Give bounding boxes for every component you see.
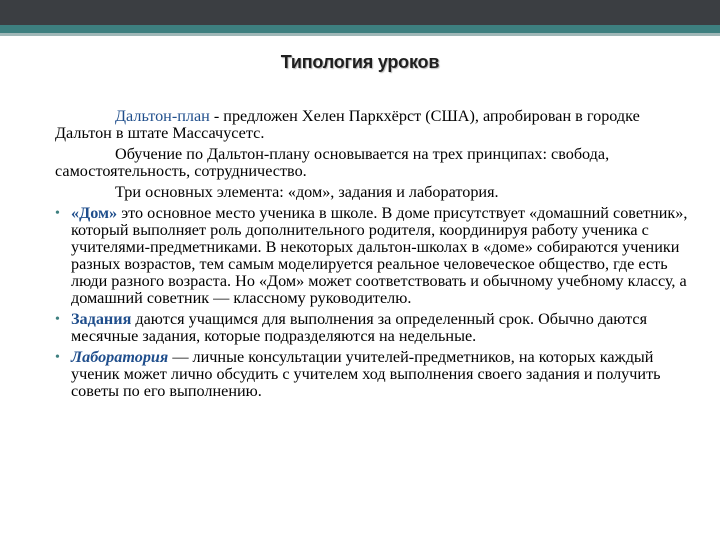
- intro-paragraph: [55, 108, 695, 142]
- text-tasks: даются учащимся для выполнения за определенный срок. Обычно даются месячные задания, которые подразделяются на недельные.: [71, 310, 648, 345]
- text-home: это основное место ученика в школе. В доме присутствует «домашний советник», который выполняет роль дополнительного родителя, координируя работу ученика с учителями-предметниками. В некоторых дальтон-школах в «доме» собираются ученики разных возрастов, тем самым моделируется реальное человеческое общество, где есть люди разного возраста. Но «Дом» может соответствовать и обычному учебному классу, а домашний советник — классному руководителю.: [71, 204, 688, 307]
- slide-content: [55, 108, 695, 404]
- accent-bar-light: [0, 33, 720, 36]
- intro-term: Дальтон-план: [115, 107, 210, 125]
- text-lab: — личные консультации учителей-предметников, на которых каждый ученик может лично обсудить с учителем ход выполнения своего задания и получить советы по его выполнению.: [71, 348, 661, 400]
- term-home: «Дом»: [71, 204, 118, 222]
- principles-paragraph: Обучение по Дальтон-плану основывается на трех принципах: свобода, самостоятельность, сотрудничество.: [55, 145, 610, 180]
- elements-paragraph: Три основных элемента: «дом», задания и лаборатория.: [115, 183, 499, 201]
- list-item-lab: [55, 349, 695, 400]
- intro-line1: - предложен Хелен Паркхёрст (США), апробирован в городке Дальтон в штате Массачусетс.: [55, 107, 640, 142]
- accent-bar: [0, 25, 720, 33]
- bullet-icon: •: [55, 350, 60, 365]
- term-tasks: Задания: [71, 310, 132, 328]
- list-item-tasks: [55, 311, 695, 345]
- top-bar: [0, 0, 720, 25]
- list-item-home: [55, 205, 695, 307]
- term-lab: Лаборатория: [71, 348, 169, 366]
- bullet-icon: •: [55, 206, 60, 221]
- slide-title: Типология уроков: [280, 52, 440, 72]
- bullet-icon: •: [55, 312, 60, 327]
